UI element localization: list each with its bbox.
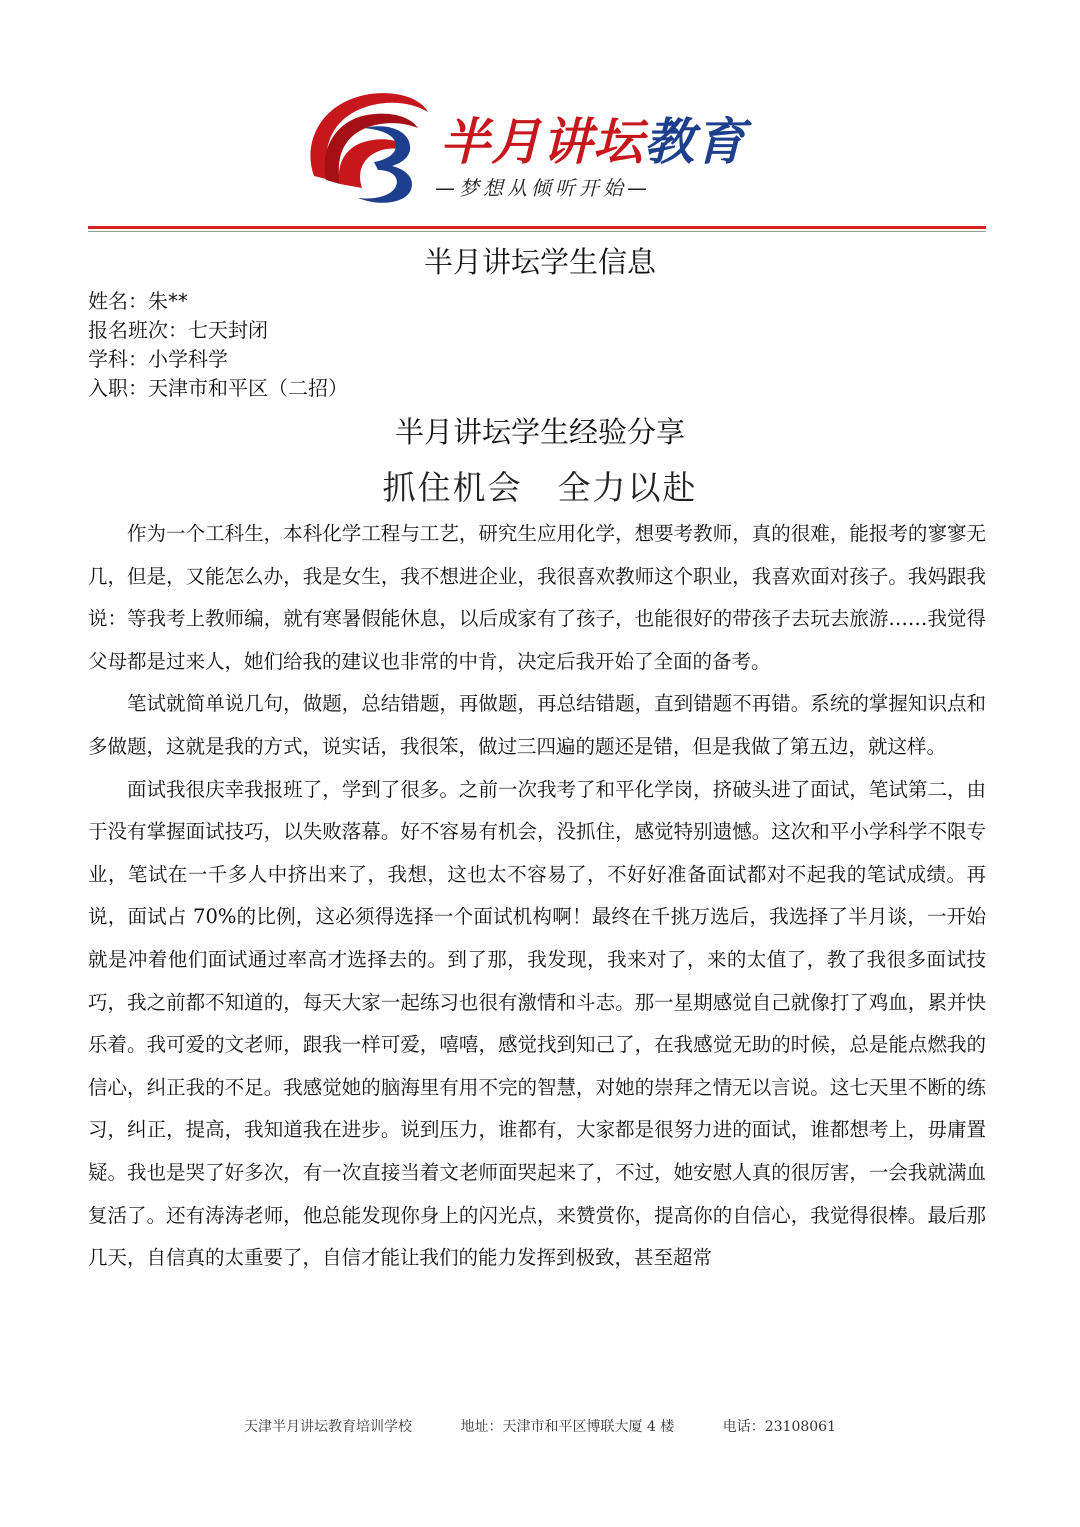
paragraph: 作为一个工科生，本科化学工程与工艺，研究生应用化学，想要考教师，真的很难，能报考的寥寥无几，但是，又能怎么办，我是女生，我不想进企业，我很喜欢教师这个职业，我喜欢面对孩子。我妈跟我说：等我考上教师编，就有寒暑假能休息，以后成家有了孩子，也能很好的带孩子去玩去旅游……我觉得父母都是过来人，她们给我的建议也非常的中肯，决定后我开始了全面的备考。: [88, 522, 986, 673]
page-footer: [0, 1416, 1080, 1436]
article-body: [88, 513, 986, 1280]
paragraph: 笔试就简单说几句，做题，总结错题，再做题，再总结错题，直到错题不再错。系统的掌握知识点和多做题，这就是我的方式，说实话，我很笨，做过三四遍的题还是错，但是我做了第五边，就这样。: [88, 692, 986, 758]
header-divider: [88, 226, 986, 229]
paragraph: 面试我很庆幸我报班了，学到了很多。之前一次我考了和平化学岗，挤破头进了面试，笔试第二，由于没有掌握面试技巧，以失败落幕。好不容易有机会，没抓住，感觉特别遗憾。这次和平小学科学不限专业，笔试在一千多人中挤出来了，我想，这也太不容易了，不好好准备面试都对不起我的笔试成绩。再说，面试占 70%的比例，这必须得选择一个面试机构啊！最终在千挑万选后，我选择了半月谈，一开始就是冲着他们面试通过率高才选择去的。到了那，我发现，我来对了，来的太值了，教了我很多面试技巧，我之前都不知道的，每天大家一起练习也很有激情和斗志。那一星期感觉自己就像打了鸡血，累并快乐着。我可爱的文老师，跟我一样可爱，嘻嘻，感觉找到知己了，在我感觉无助的时候，总是能点燃我的信心，纠正我的不足。我感觉她的脑海里有用不完的智慧，对她的崇拜之情无以言说。这七天里不断的练习，纠正，提高，我知道我在进步。说到压力，谁都有，大家都是很努力进的面试，谁都想考上，毋庸置疑。我也是哭了好多次，有一次直接当着文老师面哭起来了，不过，她安慰人真的很厉害，一会我就满血复活了。还有涛涛老师，他总能发现你身上的闪光点，来赞赏你，提高你的自信心，我觉得很棒。最后那几天，自信真的太重要了，自信才能让我们的能力发挥到极致，甚至超常: [88, 777, 986, 1270]
student-name: 姓名：朱**: [88, 289, 188, 313]
swoosh-b-logo-icon: [300, 88, 435, 203]
footer-phone: 电话：23108061: [722, 1419, 836, 1435]
brand-name: 半月讲坛教育: [440, 113, 746, 171]
student-job: 入职：天津市和平区（二招）: [88, 376, 348, 400]
student-info: [88, 287, 348, 403]
brand-slogan: —梦想从倾听开始—: [435, 176, 651, 200]
footer-school: 天津半月讲坛教育培训学校: [244, 1419, 412, 1435]
section-title-experience: 半月讲坛学生经验分享: [394, 415, 685, 449]
footer-address: 地址：天津市和平区博联大厦 4 楼: [460, 1419, 675, 1435]
article-motto: 抓住机会 全力以赴: [382, 468, 698, 507]
student-class: 报名班次：七天封闭: [88, 318, 268, 342]
brand-logo: [300, 88, 770, 208]
student-subject: 学科：小学科学: [88, 347, 228, 371]
page-title-student-info: 半月讲坛学生信息: [423, 245, 656, 279]
header-divider-thin: [88, 231, 986, 232]
